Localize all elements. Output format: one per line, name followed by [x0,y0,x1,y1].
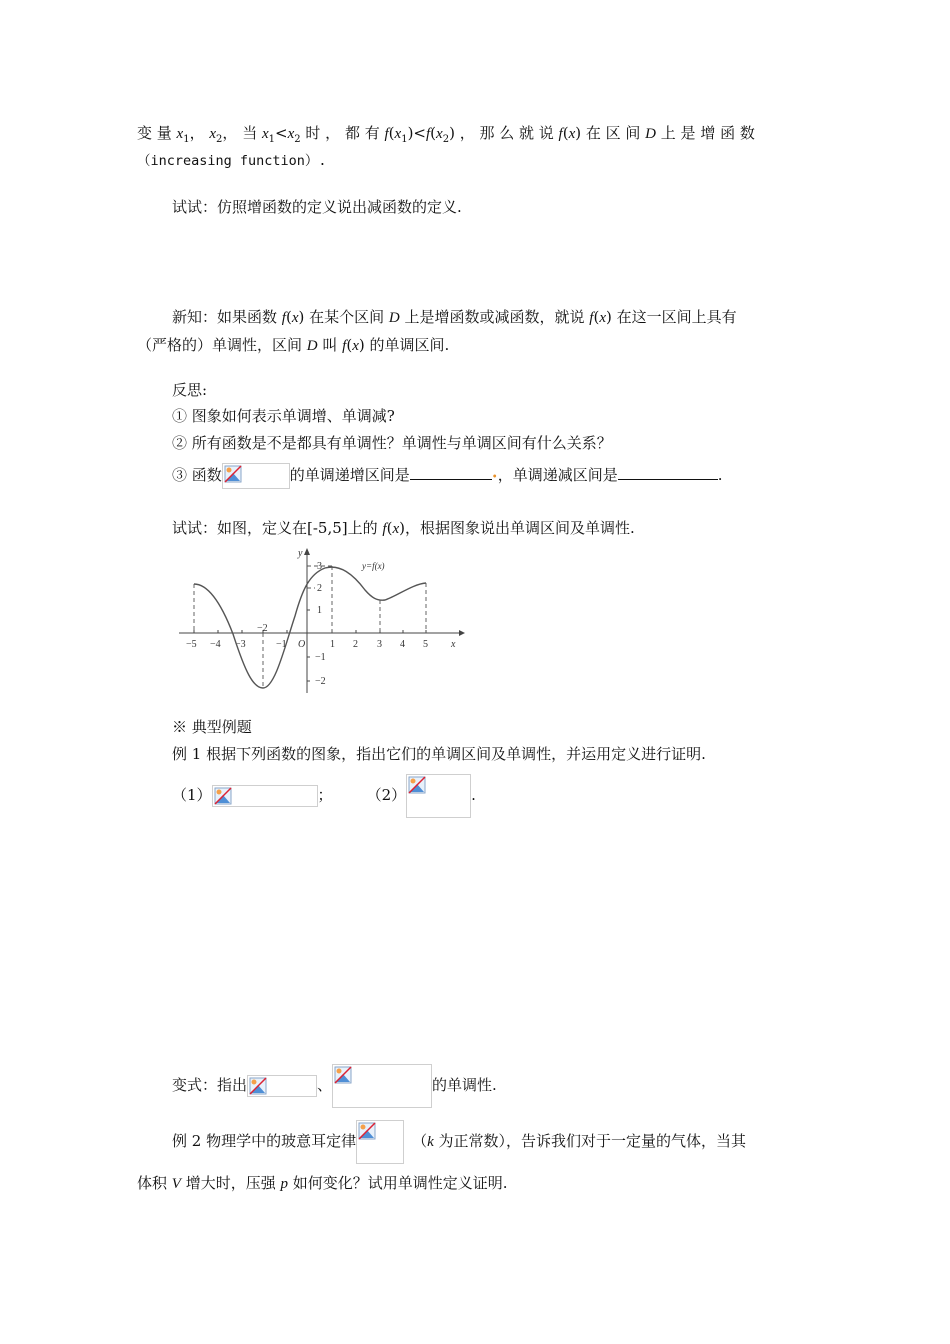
x-tick-label: 5 [423,639,428,650]
reflect-question-1: ① 图象如何表示单调增、单调减? [172,407,395,425]
x-axis-label: x [451,639,456,650]
definition-line-2: （increasing function）. [137,153,327,169]
variant: 变式：指出 、 的单调性. [172,1062,497,1108]
y-axis-label: y [298,548,303,559]
decreasing-interval-blank[interactable] [618,465,718,480]
formula-image-placeholder [406,774,471,818]
example-2-line-1: 例 2 物理学中的玻意耳定律 （k 为正常数），告诉我们对于一定量的气体，当其 [172,1118,746,1165]
formula-image-placeholder [356,1120,404,1164]
function-curve [194,567,426,688]
x-tick-label: 2 [353,639,358,650]
broken-image-icon [358,1122,376,1140]
function-graph [175,546,465,696]
new-knowledge-line-2: （严格的）单调性，区间 D 叫 f(x) 的单调区间. [137,336,450,354]
reflect-question-3: ③ 函数 的单调递增区间是 •，单调递减区间是 . [172,463,723,489]
formula-image-placeholder [247,1075,317,1097]
x-tick-label: −5 [186,639,197,650]
definition-line-1: 变 量 $x_1$， $x_2$， 当 $x_1<x_2$ 时 ， 都 有 $f(x_1)<f(x_2)$ ， 那 么 就 说 f(x) 在 区 间 D 上 是 增 函 数 [137,124,755,145]
new-knowledge-line-1: 新知：如果函数 f(x) 在某个区间 D 上是增函数或减函数，就说 f(x) 在这一区间上具有 [172,308,737,326]
reflect-title: 反思: [172,381,208,399]
x-tick-label: −1 [276,639,287,650]
anchor-dot: • [491,472,498,483]
try-decreasing-definition: 试试：仿照增函数的定义说出减函数的定义. [172,198,462,216]
x-tick-label: 3 [377,639,382,650]
x-axis-arrow [459,630,465,636]
reflect-question-2: ② 所有函数是不是都具有单调性？单调性与单调区间有什么关系？ [172,434,612,452]
x-tick-label: −3 [235,639,246,650]
increasing-interval-blank[interactable] [410,465,492,480]
y-tick-label: 3 [317,561,322,572]
example-2-line-2: 体积 V 增大时，压强 p 如何变化？试用单调性定义证明. [137,1174,508,1192]
y-tick-label: −1 [315,652,326,663]
broken-image-icon [249,1077,267,1095]
examples-heading: ※ 典型例题 [172,718,252,736]
y-tick-label: −2 [315,676,326,687]
broken-image-icon [214,787,232,805]
y-tick-label: 1 [317,605,322,616]
broken-image-icon [408,776,426,794]
x-tick-label: −4 [210,639,221,650]
formula-image-placeholder [222,463,290,489]
y-axis-arrow [304,548,310,555]
formula-image-placeholder [212,785,318,807]
origin-label: O [298,639,306,650]
x-tick-label: 4 [400,639,405,650]
formula-image-placeholder [332,1064,432,1108]
x-tick-label: 1 [330,639,335,650]
broken-image-icon [224,465,242,483]
minimum-label: −2 [257,623,268,634]
curve-label: y=f(x) [362,561,385,571]
y-tick-label: 2 [317,583,322,594]
example-1: 例 1 根据下列函数的图象，指出它们的单调区间及单调性，并运用定义进行证明. [172,745,706,763]
example-1-parts: （1） ； （2） . [172,772,476,818]
try-graph-question: 试试：如图，定义在[-5,5]上的 f(x)，根据图象说出单调区间及单调性. [172,519,635,537]
broken-image-icon [334,1066,352,1084]
